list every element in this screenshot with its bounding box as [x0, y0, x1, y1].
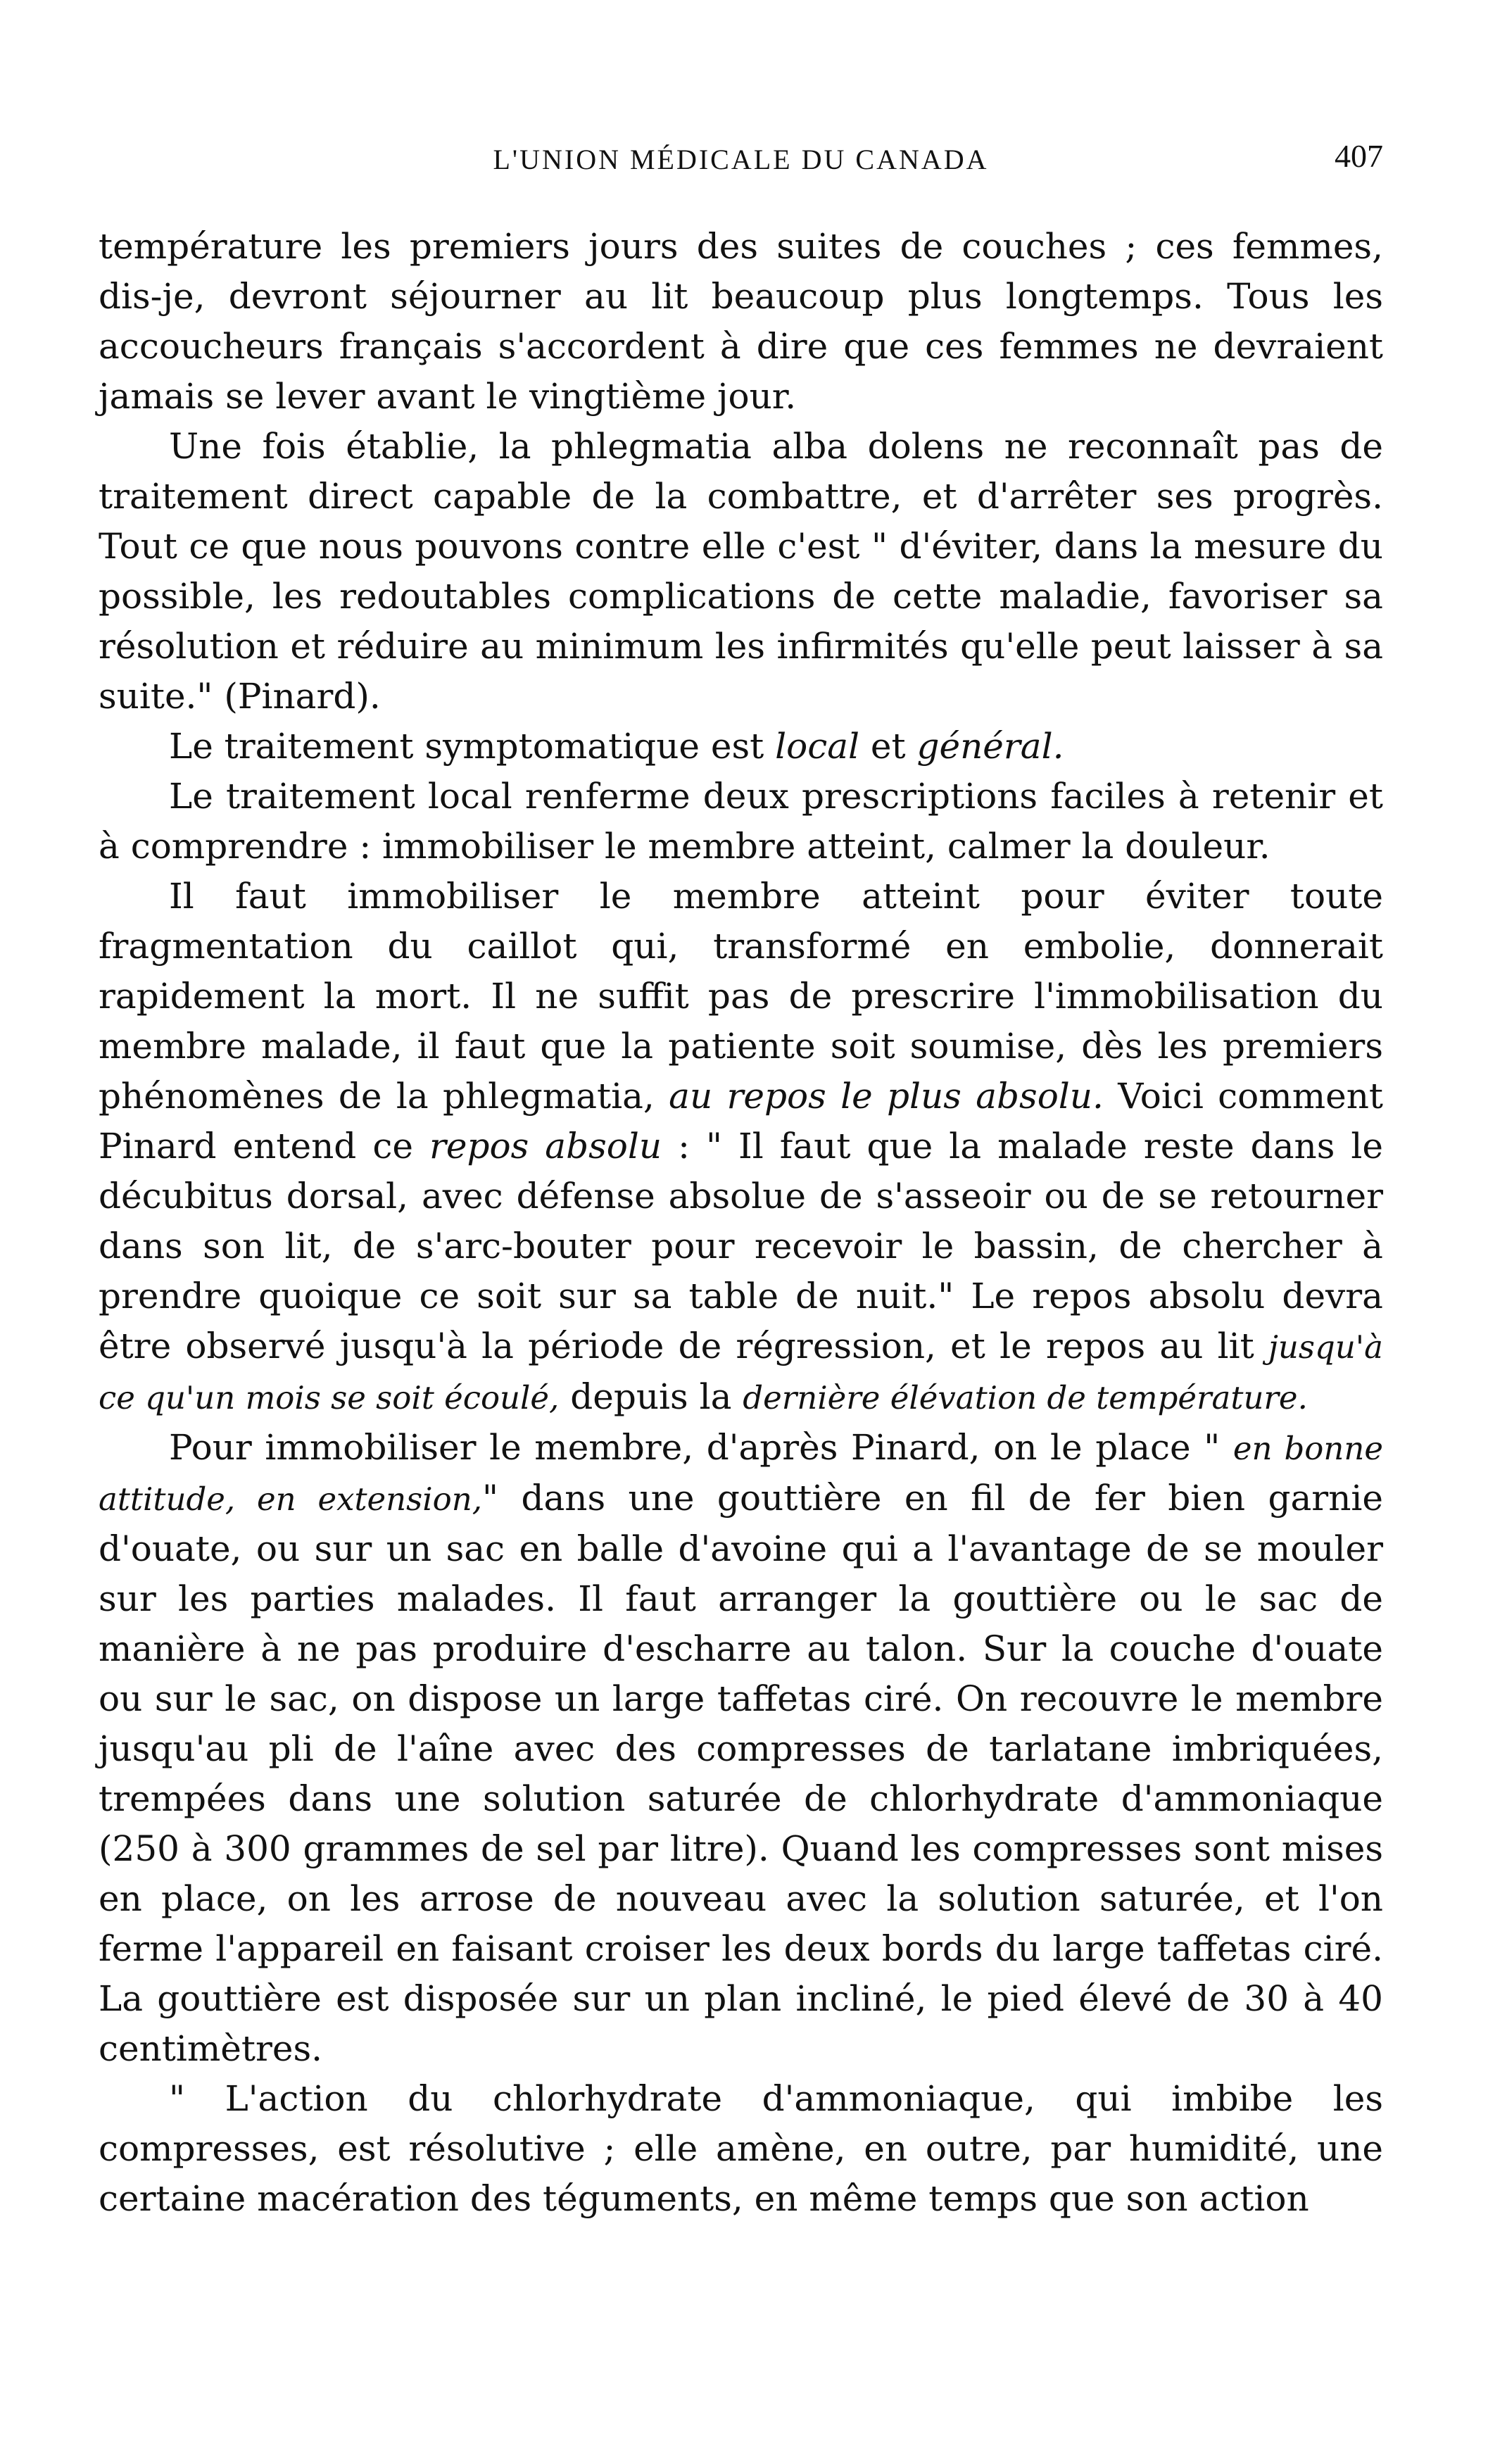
text-run: et [859, 726, 917, 767]
page-header [99, 137, 1383, 194]
paragraph [99, 872, 1383, 1423]
text-run: depuis la [559, 1376, 743, 1417]
text-run: Voici comment Pinard entend ce [99, 1076, 1383, 1167]
italic-text: général. [916, 726, 1064, 767]
italic-text: dernière élévation de température. [743, 1379, 1308, 1416]
italic-text: repos absolu [429, 1126, 662, 1167]
text-run: : " Il faut que la malade reste dans le décubitus dorsal, avec défense absolue de s'asseoir ou de se retourner dans son lit, de s'arc-bouter pour recevoir le bassin, de chercher à prendre quoique ce soit sur sa table de nuit." Le repos absolu devra être observé jusqu'à la période de régression, et le repos au lit [99, 1126, 1383, 1366]
italic-text: au repos le plus absolu. [669, 1076, 1104, 1117]
paragraph: Le traitement local renferme deux prescriptions faciles à retenir et à comprendre : immobiliser le membre atteint, calmer la douleur. [99, 776, 1383, 867]
italic-text: en bonne attitude, en extension, [99, 1430, 1383, 1518]
paragraph [99, 1423, 1383, 2074]
paragraph: température les premiers jours des suites de couches ; ces femmes, dis-je, devront séjourner au lit beaucoup plus longtemps. Tous les accoucheurs français s'accordent à dire que ces femmes ne devraient jamais se lever avant le vingtième jour. [99, 226, 1383, 417]
page-number: 407 [1335, 138, 1383, 174]
paragraph: Une fois établie, la phlegmatia alba dolens ne reconnaît pas de traitement direct capable de la combattre, et d'arrêter ses progrès. Tout ce que nous pouvons contre elle c'est " d'éviter, dans la mesure du possible, les redoutables complications de cette maladie, favoriser sa résolution et réduire au minimum les infirmités qu'elle peut laisser à sa suite." (Pinard). [99, 426, 1383, 717]
text-run: " dans une gouttière en fil de fer bien garnie d'ouate, ou sur un sac en balle d'avoine qui a l'avantage de se mouler sur les parties malades. Il faut arranger la gouttière ou le sac de manière à ne pas produire d'escharre au talon. Sur la couche d'ouate ou sur le sac, on dispose un large taffetas ciré. On recouvre le membre jusqu'au pli de l'aîne avec des compresses de tarlatane imbriquées, trempées dans une solution saturée de chlorhydrate d'ammoniaque (250 à 300 grammes de sel par litre). Quand les compresses sont mises en place, on les arrose de nouveau avec la solution saturée, et l'on ferme l'appareil en faisant croiser les deux bords du large taffetas ciré. La gouttière est disposée sur un plan incliné, le pied élevé de 30 à 40 centimètres. [99, 1478, 1383, 2069]
paragraph [99, 722, 1383, 772]
text-run: Pour immobiliser le membre, d'après Pinard, on le place " [169, 1427, 1233, 1468]
running-head: L'UNION MÉDICALE DU CANADA [493, 144, 989, 175]
body-text [99, 222, 1383, 2383]
italic-text: local [775, 726, 860, 767]
italic-text: jusqu'à ce qu'un mois se soit écoulé, [99, 1328, 1383, 1416]
text-run: Il faut immobiliser le membre atteint pour éviter toute fragmentation du caillot qui, transformé en embolie, donnerait rapidement la mort. Il ne suffit pas de prescrire l'immobilisation du membre malade, il faut que la patiente soit soumise, dès les premiers phénomènes de la phlegmatia, [99, 876, 1383, 1117]
text-run: Le traitement symptomatique est [169, 726, 776, 767]
paragraph: " L'action du chlorhydrate d'ammoniaque, qui imbibe les compresses, est résolutive ; elle amène, en outre, par humidité, une certaine macération des téguments, en même temps que son action [99, 2078, 1383, 2219]
